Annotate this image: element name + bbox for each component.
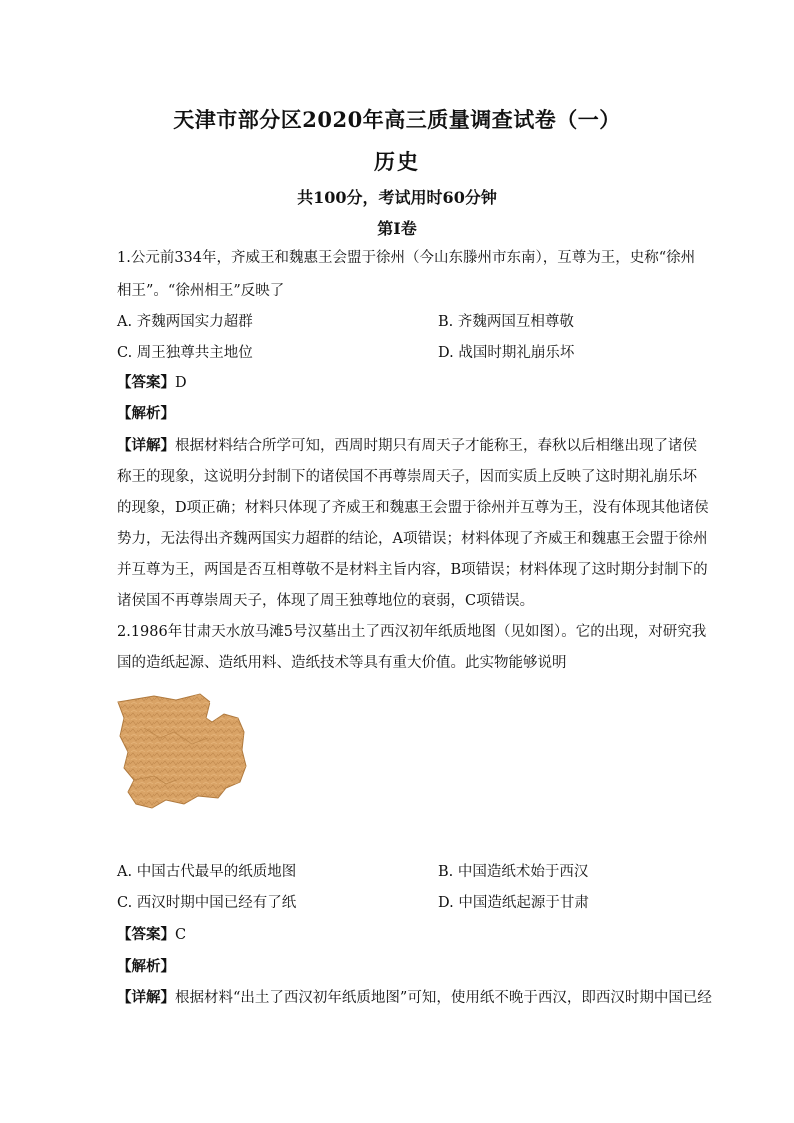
q1-analysis-tag xyxy=(117,404,683,424)
q1-detail-line5: 并互尊为王，两国是否互相尊敬不是材料主旨内容，B项错误；材料体现了这时期分封制下的 xyxy=(117,562,708,578)
q1-option-b: B. 齐魏两国互相尊敬 xyxy=(438,314,574,330)
paper-map-image xyxy=(114,688,248,812)
analysis-tag: 【解析】 xyxy=(117,958,175,975)
detail-text: 根据材料结合所学可知，西周时期只有周天子才能称王，春秋以后相继出现了诸侯 xyxy=(175,438,697,454)
q1-detail-line4: 势力，无法得出齐魏两国实力超群的结论，A项错误；材料体现了齐威王和魏惠王会盟于徐州 xyxy=(117,531,708,547)
q1-detail-line2: 称王的现象，这说明分封制下的诸侯国不再尊崇周天子，因而实质上反映了这时期礼崩乐坏 xyxy=(117,469,697,485)
q1-stem-line1: 1.公元前334年，齐威王和魏惠王会盟于徐州（今山东滕州市东南），互尊为王，史称“徐州 xyxy=(117,250,696,266)
exam-info: 共100分，考试用时60分钟 xyxy=(297,188,497,207)
answer-value: D xyxy=(175,375,187,391)
detail-tag: 【详解】 xyxy=(117,437,175,454)
q1-detail-line6: 诸侯国不再尊崇周天子，体现了周王独尊地位的衰弱，C项错误。 xyxy=(117,593,535,609)
analysis-tag: 【解析】 xyxy=(117,405,175,422)
q2-analysis-tag xyxy=(117,957,683,977)
q2-option-b: B. 中国造纸术始于西汉 xyxy=(438,864,589,880)
q1-stem-line2: 相王”。“徐州相王”反映了 xyxy=(117,283,285,299)
detail-tag: 【详解】 xyxy=(117,989,175,1006)
q1-detail-line1 xyxy=(117,436,697,456)
q1-option-d: D. 战国时期礼崩乐坏 xyxy=(438,345,575,361)
exam-title: 天津市部分区2020年高三质量调查试卷（一） xyxy=(173,107,621,132)
q2-option-c: C. 西汉时期中国已经有了纸 xyxy=(117,895,297,911)
detail-text: 根据材料“出土了西汉初年纸质地图”可知，使用纸不晚于西汉，即西汉时期中国已经 xyxy=(175,990,712,1006)
q2-option-a: A. 中国古代最早的纸质地图 xyxy=(117,864,297,880)
q2-detail-line1 xyxy=(117,988,712,1008)
answer-tag: 【答案】 xyxy=(117,926,175,943)
q2-stem-line1: 2.1986年甘肃天水放马滩5号汉墓出土了西汉初年纸质地图（见如图）。它的出现，对研究我 xyxy=(117,624,707,640)
q1-option-c: C. 周王独尊共主地位 xyxy=(117,345,253,361)
q1-answer xyxy=(117,373,683,393)
volume-heading: 第I卷 xyxy=(377,219,417,238)
answer-tag: 【答案】 xyxy=(117,374,175,391)
q1-option-a: A. 齐魏两国实力超群 xyxy=(117,314,253,330)
q2-stem-line2: 国的造纸起源、造纸用料、造纸技术等具有重大价值。此实物能够说明 xyxy=(117,655,567,671)
q1-detail-line3: 的现象，D项正确；材料只体现了齐威王和魏惠王会盟于徐州并互尊为王，没有体现其他诸侯 xyxy=(117,500,709,516)
subject-title: 历史 xyxy=(374,149,420,174)
q2-answer xyxy=(117,925,683,945)
answer-value: C xyxy=(175,927,187,943)
q2-option-d: D. 中国造纸起源于甘肃 xyxy=(438,895,589,911)
